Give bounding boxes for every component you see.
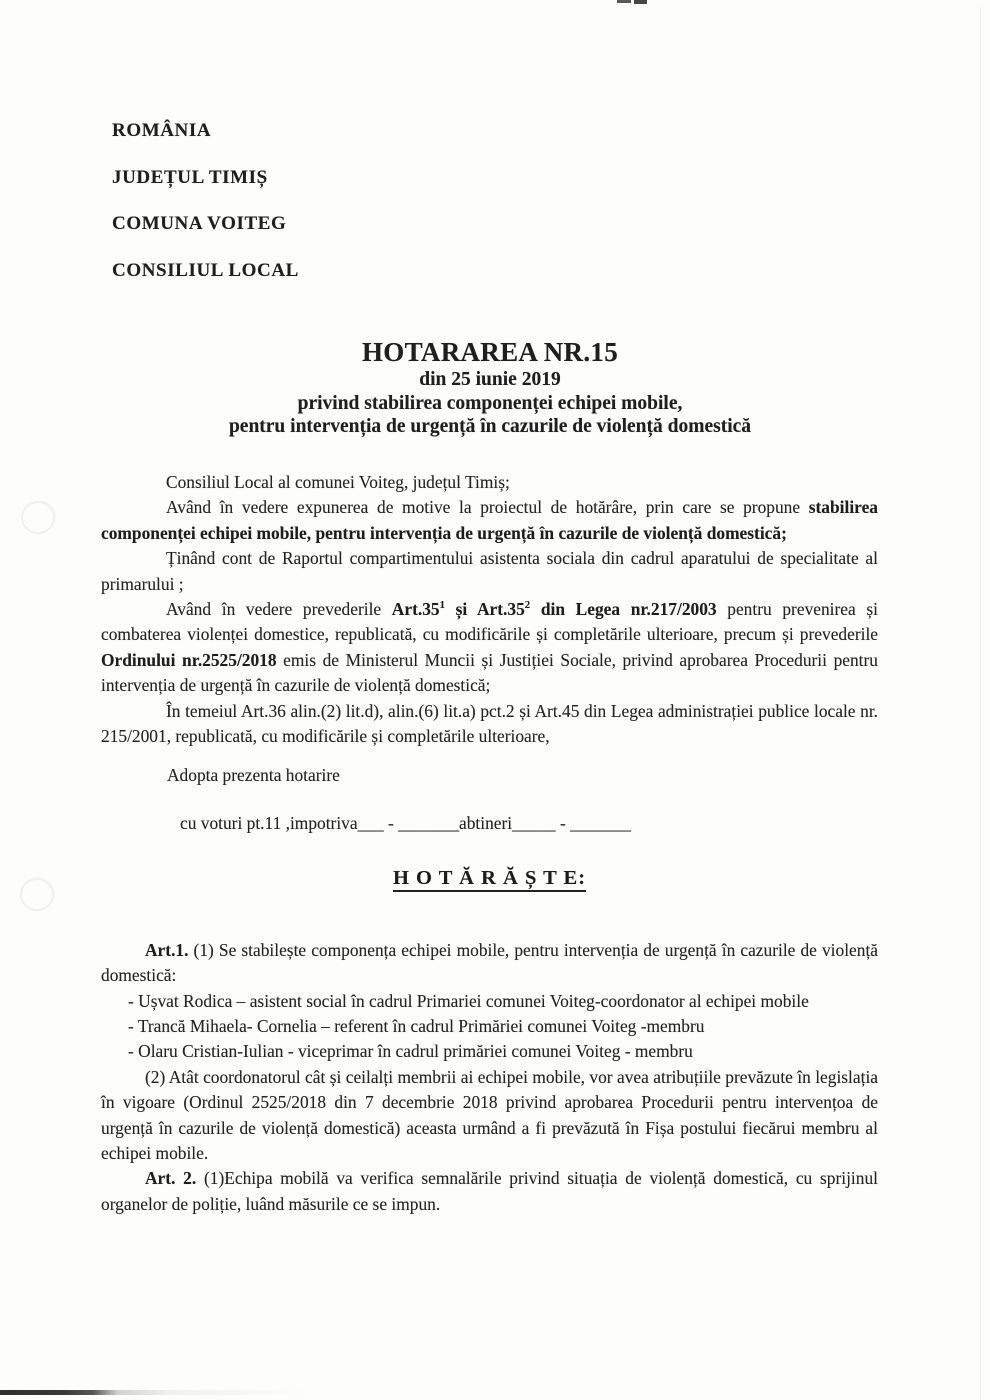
preamble-raport (101, 546, 878, 597)
body-text: emis de Ministerul Muncii și Justiției Sociale, privind aprobarea Procedurii pentru intervenția de urgență în cazurile de violență domestică; (101, 649, 878, 696)
emphasized-text: Art.35 (476, 599, 525, 620)
preamble-temei (101, 699, 878, 750)
adopt-line (101, 763, 878, 788)
document-body (101, 470, 878, 1217)
title-subtitle-line: privind stabilirea componenței echipei mobile, (297, 392, 683, 414)
decision-heading-text: H O T Ă R Ă Ș T E: (393, 867, 586, 892)
title-subtitle-line: pentru intervenția de urgență în cazurile de violență domestică (228, 416, 752, 437)
body-text: Având în vedere expunerea de motive la proiectul de hotărâre, prin care se propune (166, 497, 809, 518)
team-member-1 (101, 989, 878, 1014)
emphasized-text: 1 (439, 599, 445, 612)
emphasized-text: Art.1. (145, 939, 189, 960)
punch-hole-icon (21, 501, 55, 534)
title-subtitle-line: din 25 iunie 2019 (419, 369, 561, 390)
body-text: Ținând cont de Raportul compartimentului asistenta sociala din cadrul aparatului de specialitate al primarului ; (101, 548, 878, 594)
body-text: pentru prevenirea și combaterea violenței domestice, republicată, cu modificările și completările ulterioare, precum și prevederile (101, 599, 878, 645)
body-text: (1)Echipa mobilă va verifica semnalările privind situația de violență domestică, cu sprijinul organelor de poliție, luând măsurile ce se impun. (101, 1168, 878, 1214)
body-text: - Ușvat Rodica – asistent social în cadrul Primariei comunei Voiteg-coordonator al echipei mobile (128, 990, 809, 1011)
preamble-legea-217 (101, 597, 878, 699)
team-member-3 (101, 1039, 878, 1064)
document-letterhead (112, 108, 299, 294)
punch-hole-icon (20, 878, 54, 911)
preamble-expunere (101, 495, 878, 546)
letterhead-line: COMUNA VOITEG (112, 213, 287, 234)
letterhead-line: ROMÂNIA (112, 120, 212, 141)
team-member-2 (101, 1014, 878, 1039)
body-text: Având în vedere prevederile (166, 599, 392, 620)
emphasized-text: din Legea nr.217/2003 (530, 599, 717, 620)
body-text: Consiliul Local al comunei Voiteg, județul Timiș; (166, 472, 510, 492)
body-text: (1) Se stabilește componența echipei mobile, pentru intervenția de urgență în cazurile de violență domestică: (101, 939, 878, 986)
art1-alin1 (101, 938, 878, 989)
emphasized-text: Art. 2. (145, 1168, 197, 1189)
emphasized-text: și (445, 599, 477, 620)
emphasized-text: Ordinului nr.2525/2018 (101, 649, 277, 670)
emphasized-text: Art.35 (391, 599, 440, 620)
letterhead-line: CONSILIUL LOCAL (112, 259, 299, 281)
votes-line (101, 811, 878, 836)
document-title-block (101, 337, 879, 439)
body-text: Adopta prezenta hotarire (167, 765, 340, 786)
scan-mark-top-icon (617, 0, 631, 3)
body-text: (2) Atât coordonatorul cât și ceilalți membrii ai echipei mobile, vor avea atribuțiile prevăzute în legislația în vigoare (Ordinul 2525/2018 din 7 decembrie 2018 privind aprobarea Procedurii pentru intervențoa de urgență în cazurile de violență domestică) aceasta urmând a fi prevăzută în Fișa postului fiecărui membru al echipei mobile. (101, 1066, 878, 1163)
body-text: cu voturi pt.11 ,impotriva___ - _______abtineri_____ - _______ (180, 812, 631, 833)
decision-number-title: HOTARAREA NR.15 (361, 337, 619, 367)
body-text: - Olaru Cristian-Iulian - viceprimar în cadrul primăriei comunei Voiteg - membru (128, 1041, 693, 1062)
art2-alin1 (101, 1166, 878, 1217)
emphasized-text: stabilirea componenței echipei mobile, pentru intervenția de urgență în cazurile de violență domestică; (101, 497, 878, 543)
emphasized-text: 2 (524, 599, 531, 612)
decision-heading (101, 866, 878, 891)
letterhead-line: JUDEȚUL TIMIȘ (112, 166, 268, 188)
body-text: - Trancă Mihaela- Cornelia – referent în cadrul Primăriei comunei Voiteg -membru (128, 1015, 705, 1036)
scan-page-edge (980, 6, 981, 1400)
scan-mark-top-icon (634, 0, 647, 4)
preamble-consiliul (101, 470, 878, 495)
scan-mark-bottom-icon (0, 1390, 310, 1395)
art1-alin2 (101, 1065, 878, 1167)
body-text: În temeiul Art.36 alin.(2) lit.d), alin.(6) lit.a) pct.2 și Art.45 din Legea administrației publice locale nr. 215/2001, republicată, cu modificările și completările ulterioare, (101, 700, 878, 747)
